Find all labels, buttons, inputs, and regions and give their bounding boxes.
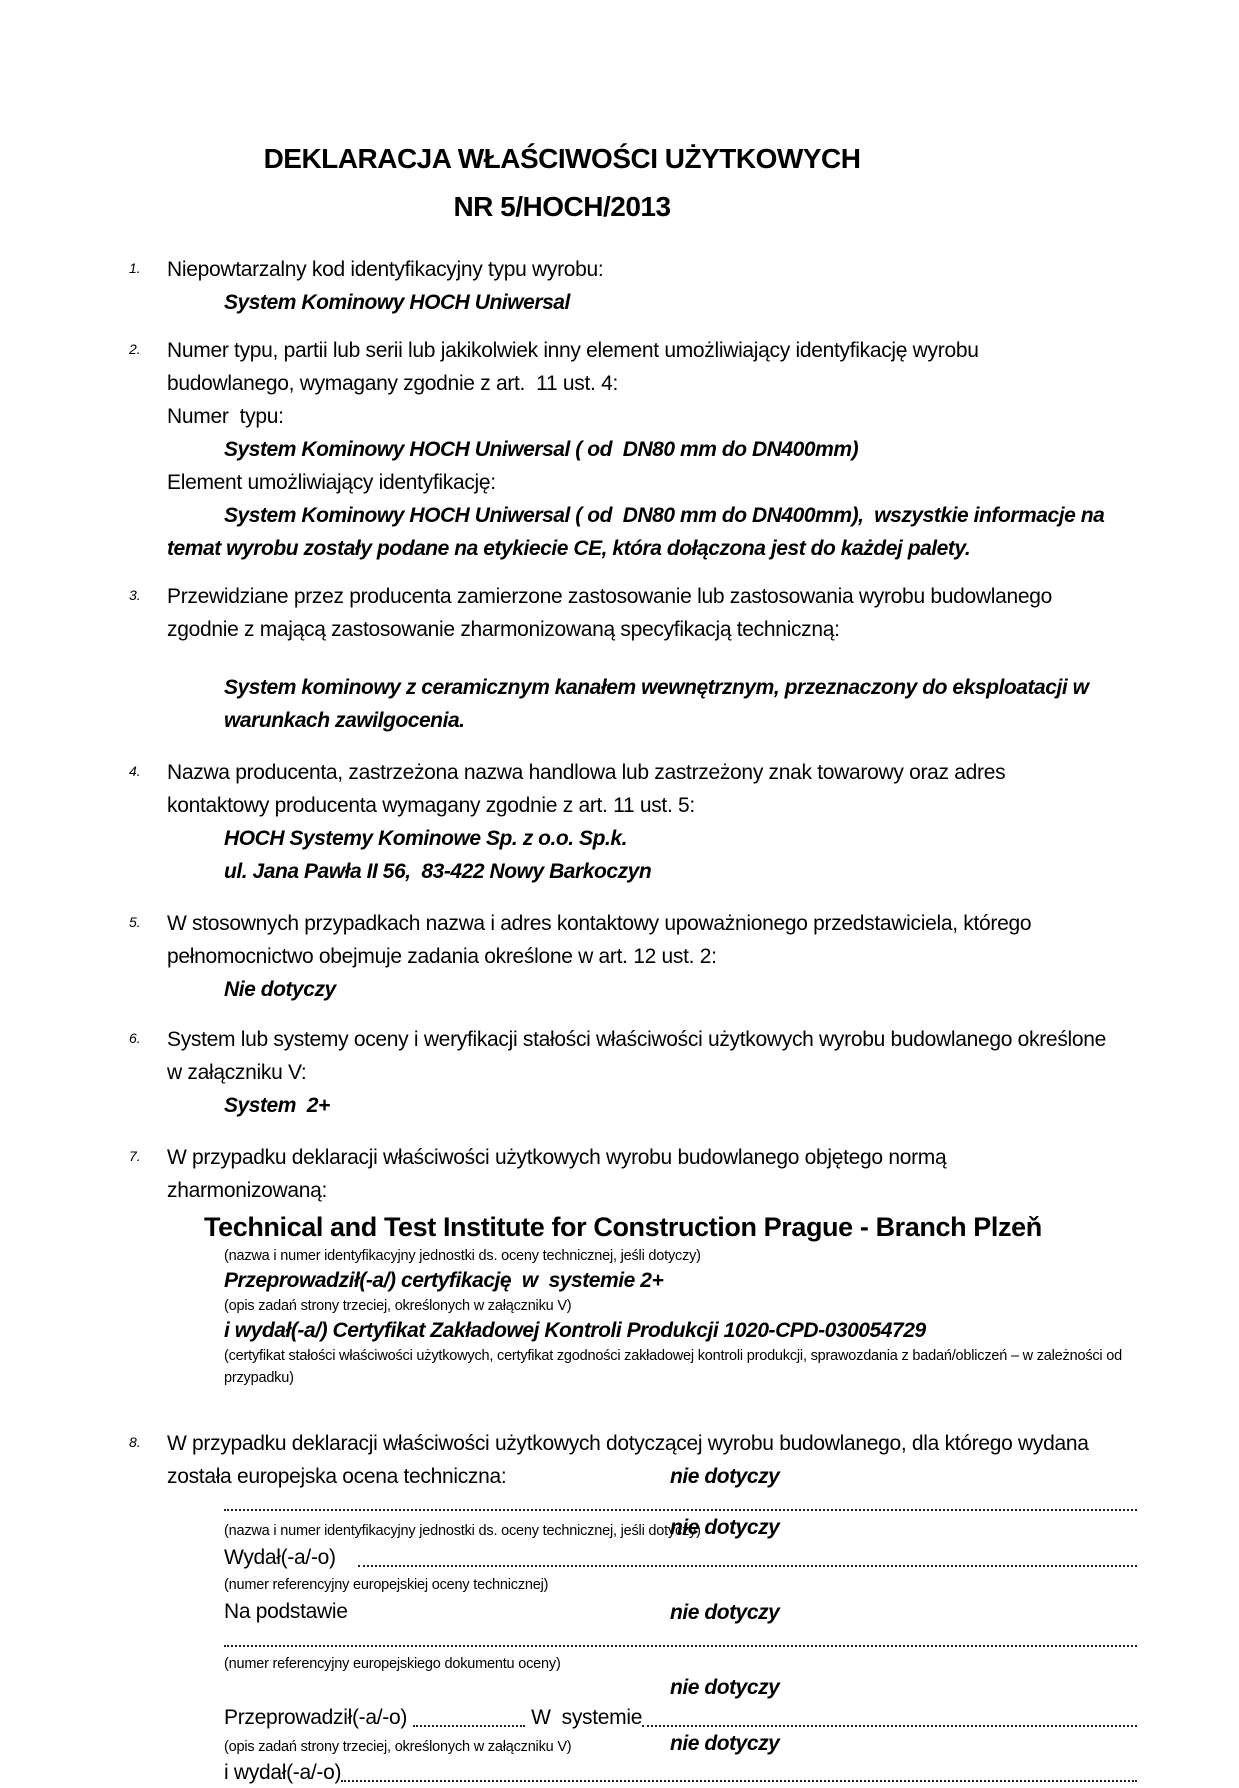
item-8-not-applicable-2: nie dotyczy: [670, 1516, 780, 1539]
item-1-value: System Kominowy HOCH Uniwersal: [224, 291, 570, 314]
item-2-sub1-value: System Kominowy HOCH Uniwersal ( od DN80 mm do DN400mm): [224, 438, 859, 461]
item-3-value: System kominowy z ceramicznym kanałem wewnętrznym, przeznaczony do eksploatacji w warunkach zawilgocenia.: [224, 676, 1094, 732]
document-title: DEKLARACJA WŁAŚCIWOŚCI UŻYTKOWYCH: [263, 143, 861, 174]
item-6: [129, 1023, 1135, 1122]
item-3-text: Przewidziane przez producenta zamierzone zastosowanie lub zastosowania wyrobu budowlanego zgodnie z mającą zastosowanie zharmonizowaną specyfikacją techniczną:: [167, 585, 1058, 641]
item-7-note-2: (opis zadań strony trzeciej, określonych w załączniku V): [224, 1298, 572, 1314]
item-5-text: W stosownych przypadkach nazwa i adres kontaktowy upoważnionego przedstawiciela, którego pełnomocnictwo obejmuje zadania określone w art. 12 ust. 2:: [167, 912, 1037, 968]
item-3: [129, 580, 1135, 737]
item-8-text: W przypadku deklaracji właściwości użytkowych dotyczącej wyrobu budowlanego, dla którego wydana została europejska ocena techniczna:: [167, 1432, 1095, 1488]
item-7-certificate-number-line: i wydał(-a/) Certyfikat Zakładowej Kontroli Produkcji 1020-CPD-030054729: [224, 1319, 926, 1342]
item-1: [129, 253, 1135, 319]
dotted-line: [224, 1509, 1137, 1511]
item-8-not-applicable-3: nie dotyczy: [670, 1601, 780, 1624]
item-7-certification-line: Przeprowadził(-a/) certyfikację w systemie 2+: [224, 1269, 664, 1292]
item-2-sub2-value: System Kominowy HOCH Uniwersal ( od DN80 mm do DN400mm), wszystkie informacje na temat wyrobu zostały podane na etykiecie CE, która dołączona jest do każdej palety.: [167, 504, 1110, 560]
dotted-line: [224, 1645, 1137, 1647]
issued-by-label: Wydał(-a/-o): [224, 1546, 336, 1569]
dotted-line: [341, 1780, 1137, 1782]
item-2-number: 2.: [129, 341, 141, 357]
item-7-note-3: (certyfikat stałości właściwości użytkowych, certyfikat zgodności zakładowej kontroli produkcji, sprawozdania z badań/obliczeń – w zależności od przypadku): [224, 1348, 1126, 1386]
item-8-note-2: (numer referencyjny europejskiej oceny technicznej): [224, 1577, 549, 1593]
item-8-number: 8.: [129, 1434, 141, 1450]
item-7: [129, 1141, 1135, 1389]
item-6-number: 6.: [129, 1030, 141, 1046]
performed-by-label: Przeprowadził(-a/-o): [224, 1706, 408, 1729]
item-8-not-applicable-5: nie dotyczy: [670, 1732, 780, 1755]
note-row-2: [224, 1573, 1137, 1596]
and-issued-label: i wydał(-a/-o): [224, 1761, 342, 1784]
item-4: [129, 756, 1135, 888]
document-number: NR 5/HOCH/2013: [453, 191, 671, 222]
item-1-number: 1.: [129, 260, 141, 276]
item-8-note-4: (opis zadań strony trzeciej, określonych w załączniku V): [224, 1739, 572, 1755]
not-applicable-row: [224, 1675, 1137, 1702]
item-6-value: System 2+: [224, 1094, 330, 1117]
note-row-1: [224, 1517, 1137, 1542]
dotted-line: [358, 1565, 1137, 1567]
item-6-text: System lub systemy oceny i weryfikacji stałości właściwości użytkowych wyrobu budowlanego określone w załączniku V:: [167, 1028, 1112, 1084]
item-8-note-1: (nazwa i numer identyfikacyjny jednostki ds. oceny technicznej, jeśli dotyczy): [224, 1523, 701, 1539]
item-7-number: 7.: [129, 1148, 141, 1164]
item-8-fill-in-block: [224, 1493, 1137, 1788]
item-4-producer-address: ul. Jana Pawła II 56, 83-422 Nowy Barkoczyn: [224, 860, 652, 883]
notified-body-name: Technical and Test Institute for Construction Prague - Branch Plzeň: [204, 1212, 1042, 1242]
on-basis-row: [224, 1596, 1137, 1627]
on-basis-label: Na podstawie: [224, 1600, 348, 1623]
item-3-number: 3.: [129, 587, 141, 603]
item-8-not-applicable-1: nie dotyczy: [670, 1465, 780, 1488]
dotted-line: [413, 1725, 525, 1727]
note-row-4: [224, 1733, 1137, 1758]
in-system-label: W systemie: [531, 1706, 643, 1729]
item-2-text: Numer typu, partii lub serii lub jakikolwiek inny element umożliwiający identyfikację wyrobu budowlanego, wymagany zgodnie z art. 11 ust. 4:: [167, 339, 985, 395]
blank-line-1: [224, 1493, 1137, 1517]
item-5-value: Nie dotyczy: [224, 978, 336, 1001]
item-4-text: Nazwa producenta, zastrzeżona nazwa handlowa lub zastrzeżony znak towarowy oraz adres kontaktowy producenta wymagany zgodnie z art. 11 ust. 5:: [167, 761, 1011, 817]
note-row-3: [224, 1653, 1137, 1675]
item-8-note-3: (numer referencyjny europejskiego dokumentu oceny): [224, 1656, 561, 1672]
item-2-sub1-label: Numer typu:: [167, 405, 284, 428]
item-2-sub2-label: Element umożliwiający identyfikację:: [167, 471, 496, 494]
document-header: [167, 142, 957, 224]
item-5-number: 5.: [129, 914, 141, 930]
dotted-line: [642, 1725, 1137, 1727]
blank-line-2: [224, 1627, 1137, 1653]
item-5: [129, 907, 1135, 1006]
issued-by-row: [224, 1542, 1137, 1573]
item-8: [129, 1427, 1135, 1788]
item-7-note-1: (nazwa i numer identyfikacyjny jednostki ds. oceny technicznej, jeśli dotyczy): [224, 1248, 701, 1264]
item-4-producer-name: HOCH Systemy Kominowe Sp. z o.o. Sp.k.: [224, 827, 627, 850]
performed-by-row: [224, 1702, 1137, 1733]
item-4-number: 4.: [129, 763, 141, 779]
item-2: [129, 334, 1135, 565]
item-7-text: W przypadku deklaracji właściwości użytkowych wyrobu budowlanego objętego normą zharmonizowaną:: [167, 1146, 952, 1202]
and-issued-row: [224, 1758, 1137, 1788]
item-8-not-applicable-4: nie dotyczy: [670, 1676, 780, 1699]
item-7-certification-block: [224, 1245, 1135, 1389]
item-1-text: Niepowtarzalny kod identyfikacyjny typu wyrobu:: [167, 258, 604, 281]
